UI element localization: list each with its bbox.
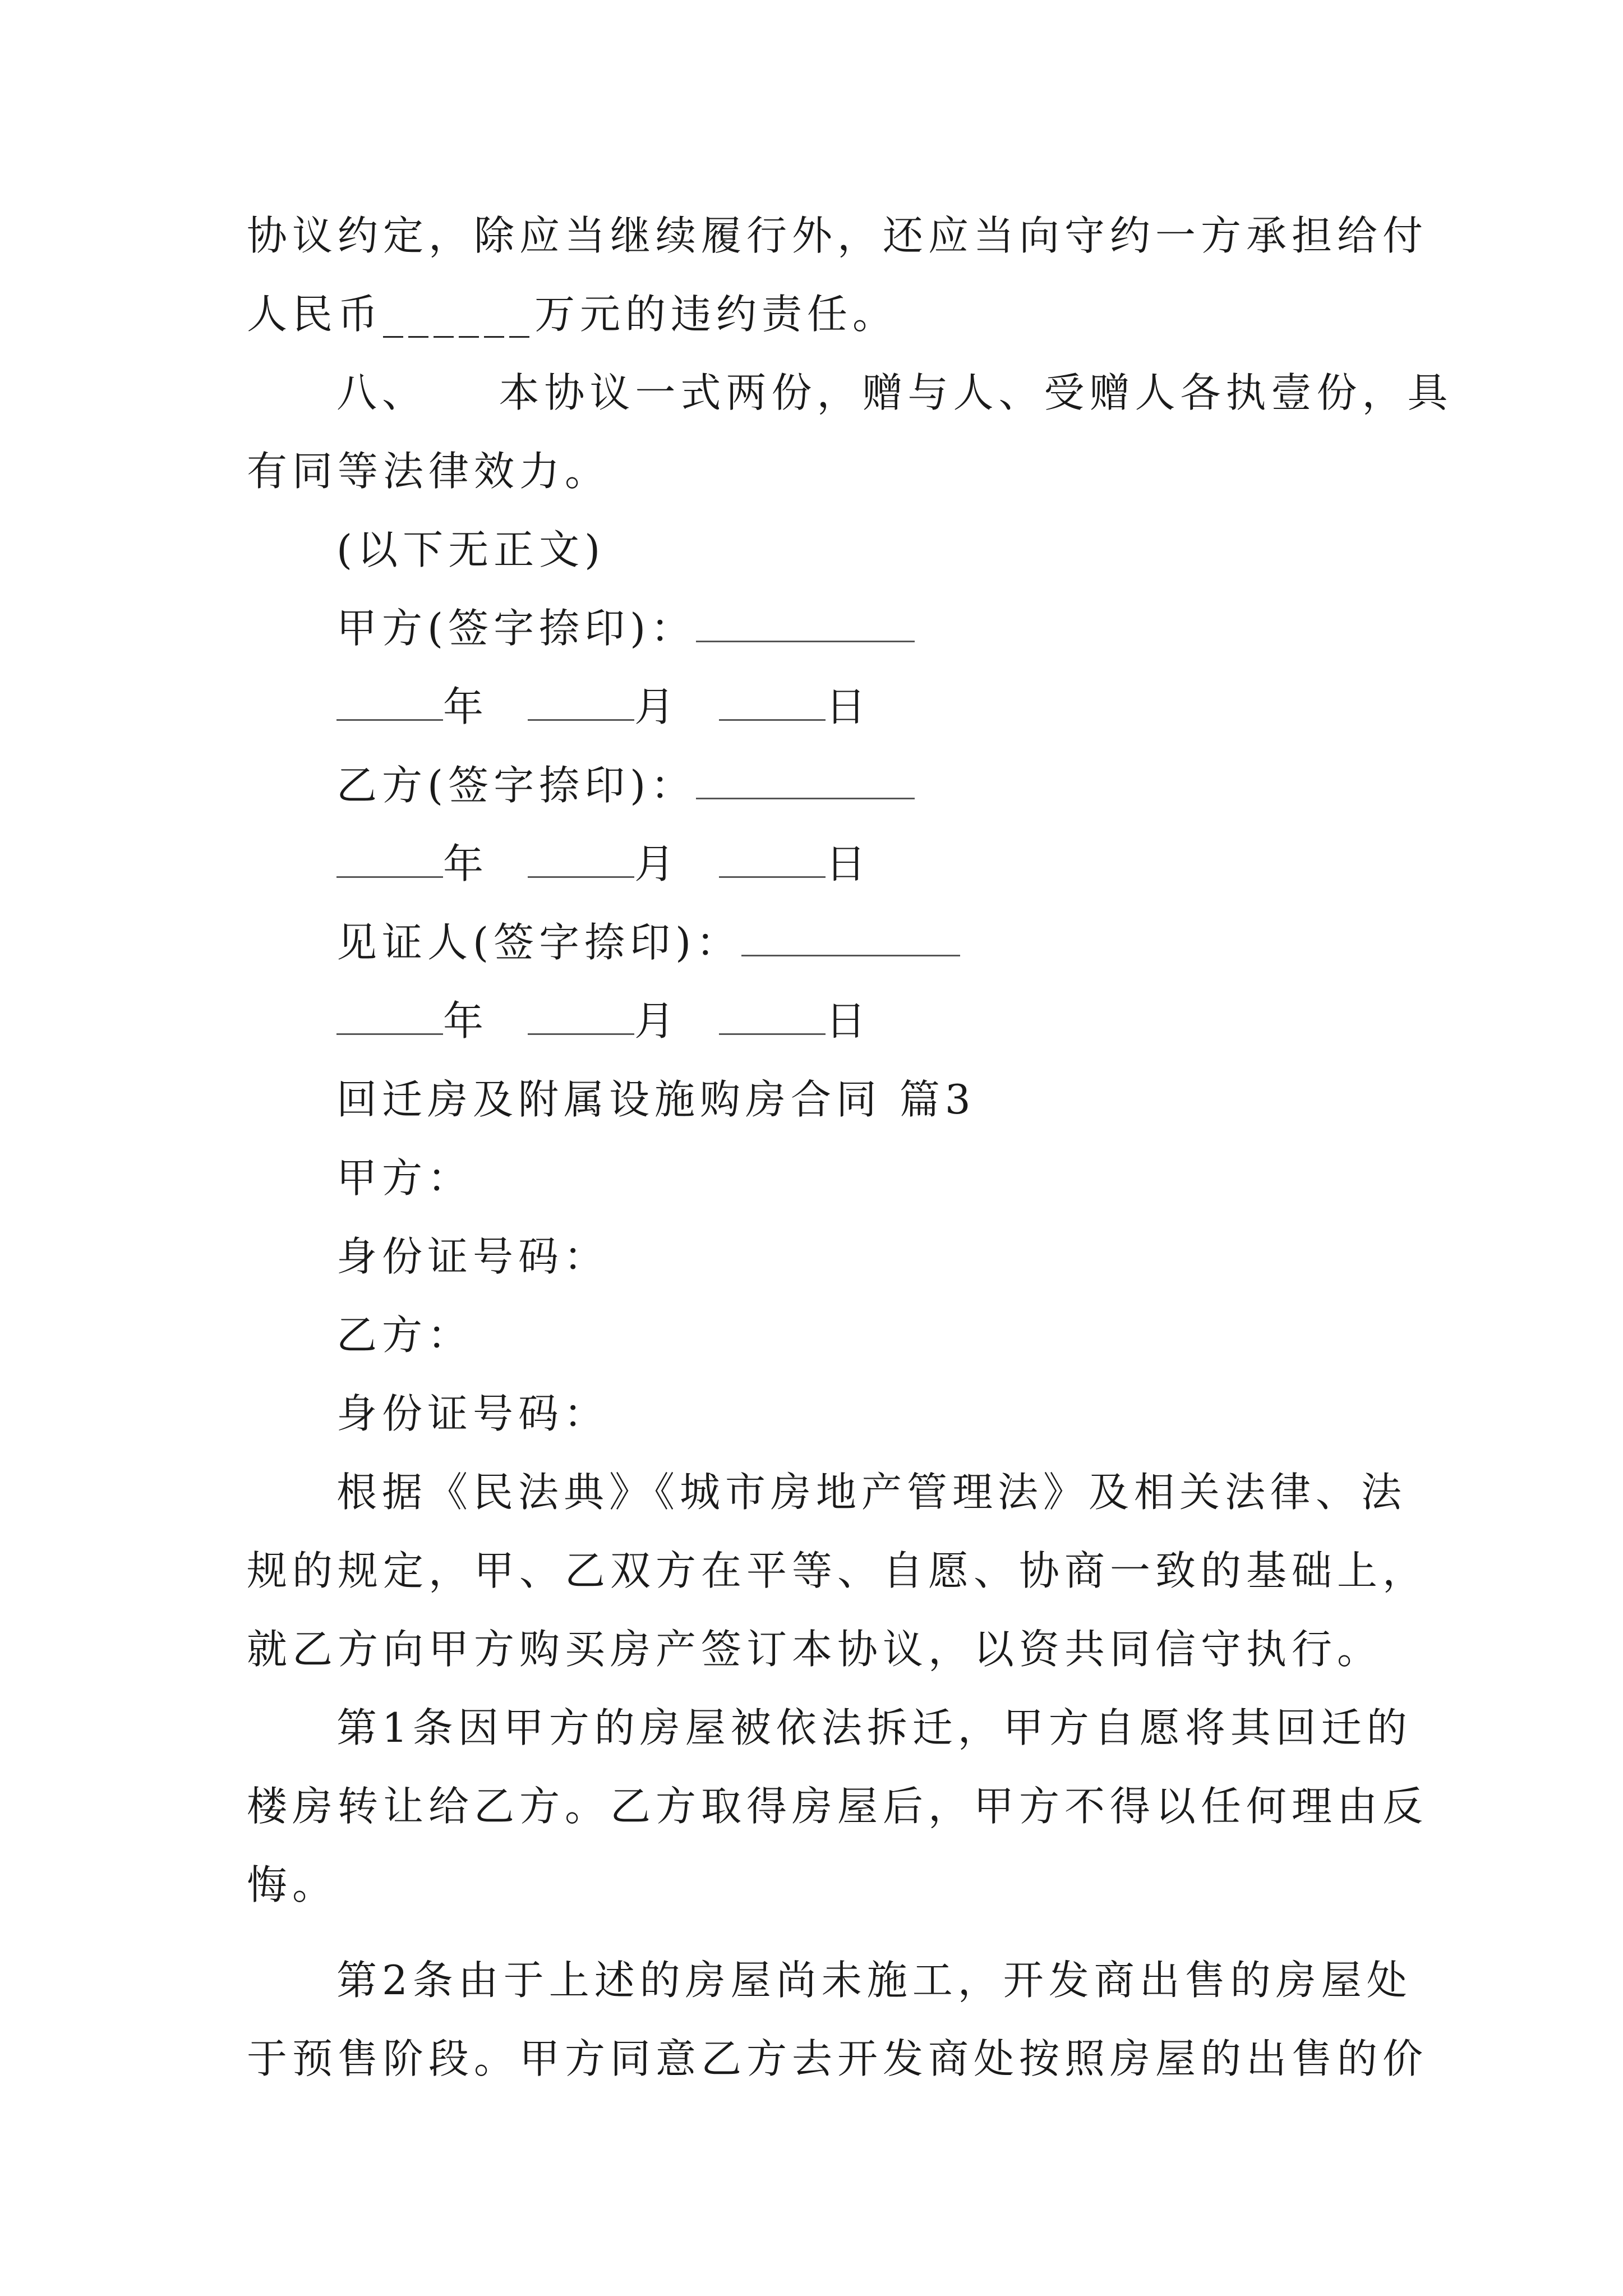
text-line: 就乙方向甲方购买房产签订本协议，以资共同信守执行。 — [247, 1626, 1383, 1673]
day-blank — [719, 1000, 826, 1035]
section-title: 回迁房及附属设施购房合同 篇3 — [336, 1076, 976, 1123]
day-blank — [719, 685, 826, 721]
day-label: 日 — [826, 997, 872, 1045]
signature-label: 甲方(签字捺印)： — [336, 605, 697, 652]
month-label: 月 — [634, 683, 680, 730]
party-b-label: 乙方： — [336, 1312, 473, 1359]
text-line: 人民币______万元的违约责任。 — [247, 291, 898, 338]
text-line: 协议约定，除应当继续履行外，还应当向守约一方承担给付 — [247, 212, 1428, 259]
year-blank — [336, 1000, 443, 1035]
signature-line-party-b — [336, 758, 915, 812]
text-line: (以下无正文) — [336, 526, 606, 573]
month-blank — [528, 1000, 634, 1035]
text-line: 第1条因甲方的房屋被依法拆迁，甲方自愿将其回迁的 — [336, 1704, 1412, 1751]
month-blank — [528, 843, 634, 878]
party-a-label: 甲方： — [336, 1154, 473, 1202]
text-line: 八、 本协议一式两份，赠与人、受赠人各执壹份，具 — [336, 369, 1453, 416]
text-line: 规的规定，甲、乙双方在平等、自愿、协商一致的基础上， — [247, 1547, 1428, 1594]
month-label: 月 — [634, 997, 680, 1045]
id-number-label: 身份证号码： — [336, 1233, 610, 1280]
month-label: 月 — [634, 840, 680, 887]
signature-line-witness — [336, 915, 960, 969]
day-label: 日 — [826, 840, 872, 887]
signature-blank — [696, 764, 915, 799]
day-label: 日 — [826, 683, 872, 730]
year-label: 年 — [443, 840, 489, 887]
year-blank — [336, 685, 443, 721]
text-line: 于预售阶段。甲方同意乙方去开发商处按照房屋的出售的价 — [247, 2035, 1428, 2082]
day-blank — [719, 843, 826, 878]
text-line: 第2条由于上述的房屋尚未施工，开发商出售的房屋处 — [336, 1957, 1412, 2004]
date-line — [336, 837, 871, 891]
text-line: 有同等法律效力。 — [247, 448, 611, 495]
signature-label: 见证人(签字捺印)： — [336, 919, 742, 966]
month-blank — [528, 685, 634, 721]
signature-blank — [741, 921, 960, 956]
signature-label: 乙方(签字捺印)： — [336, 762, 697, 809]
text-line: 楼房转让给乙方。乙方取得房屋后，甲方不得以任何理由反 — [247, 1783, 1428, 1830]
year-label: 年 — [443, 997, 489, 1045]
year-blank — [336, 843, 443, 878]
text-line: 根据《民法典》《城市房地产管理法》及相关法律、法 — [336, 1469, 1407, 1516]
signature-blank — [696, 607, 915, 642]
signature-line-party-a — [336, 601, 915, 655]
text-line: 悔。 — [247, 1861, 338, 1908]
date-line — [336, 994, 871, 1048]
year-label: 年 — [443, 683, 489, 730]
id-number-label: 身份证号码： — [336, 1390, 610, 1437]
date-line — [336, 680, 871, 734]
